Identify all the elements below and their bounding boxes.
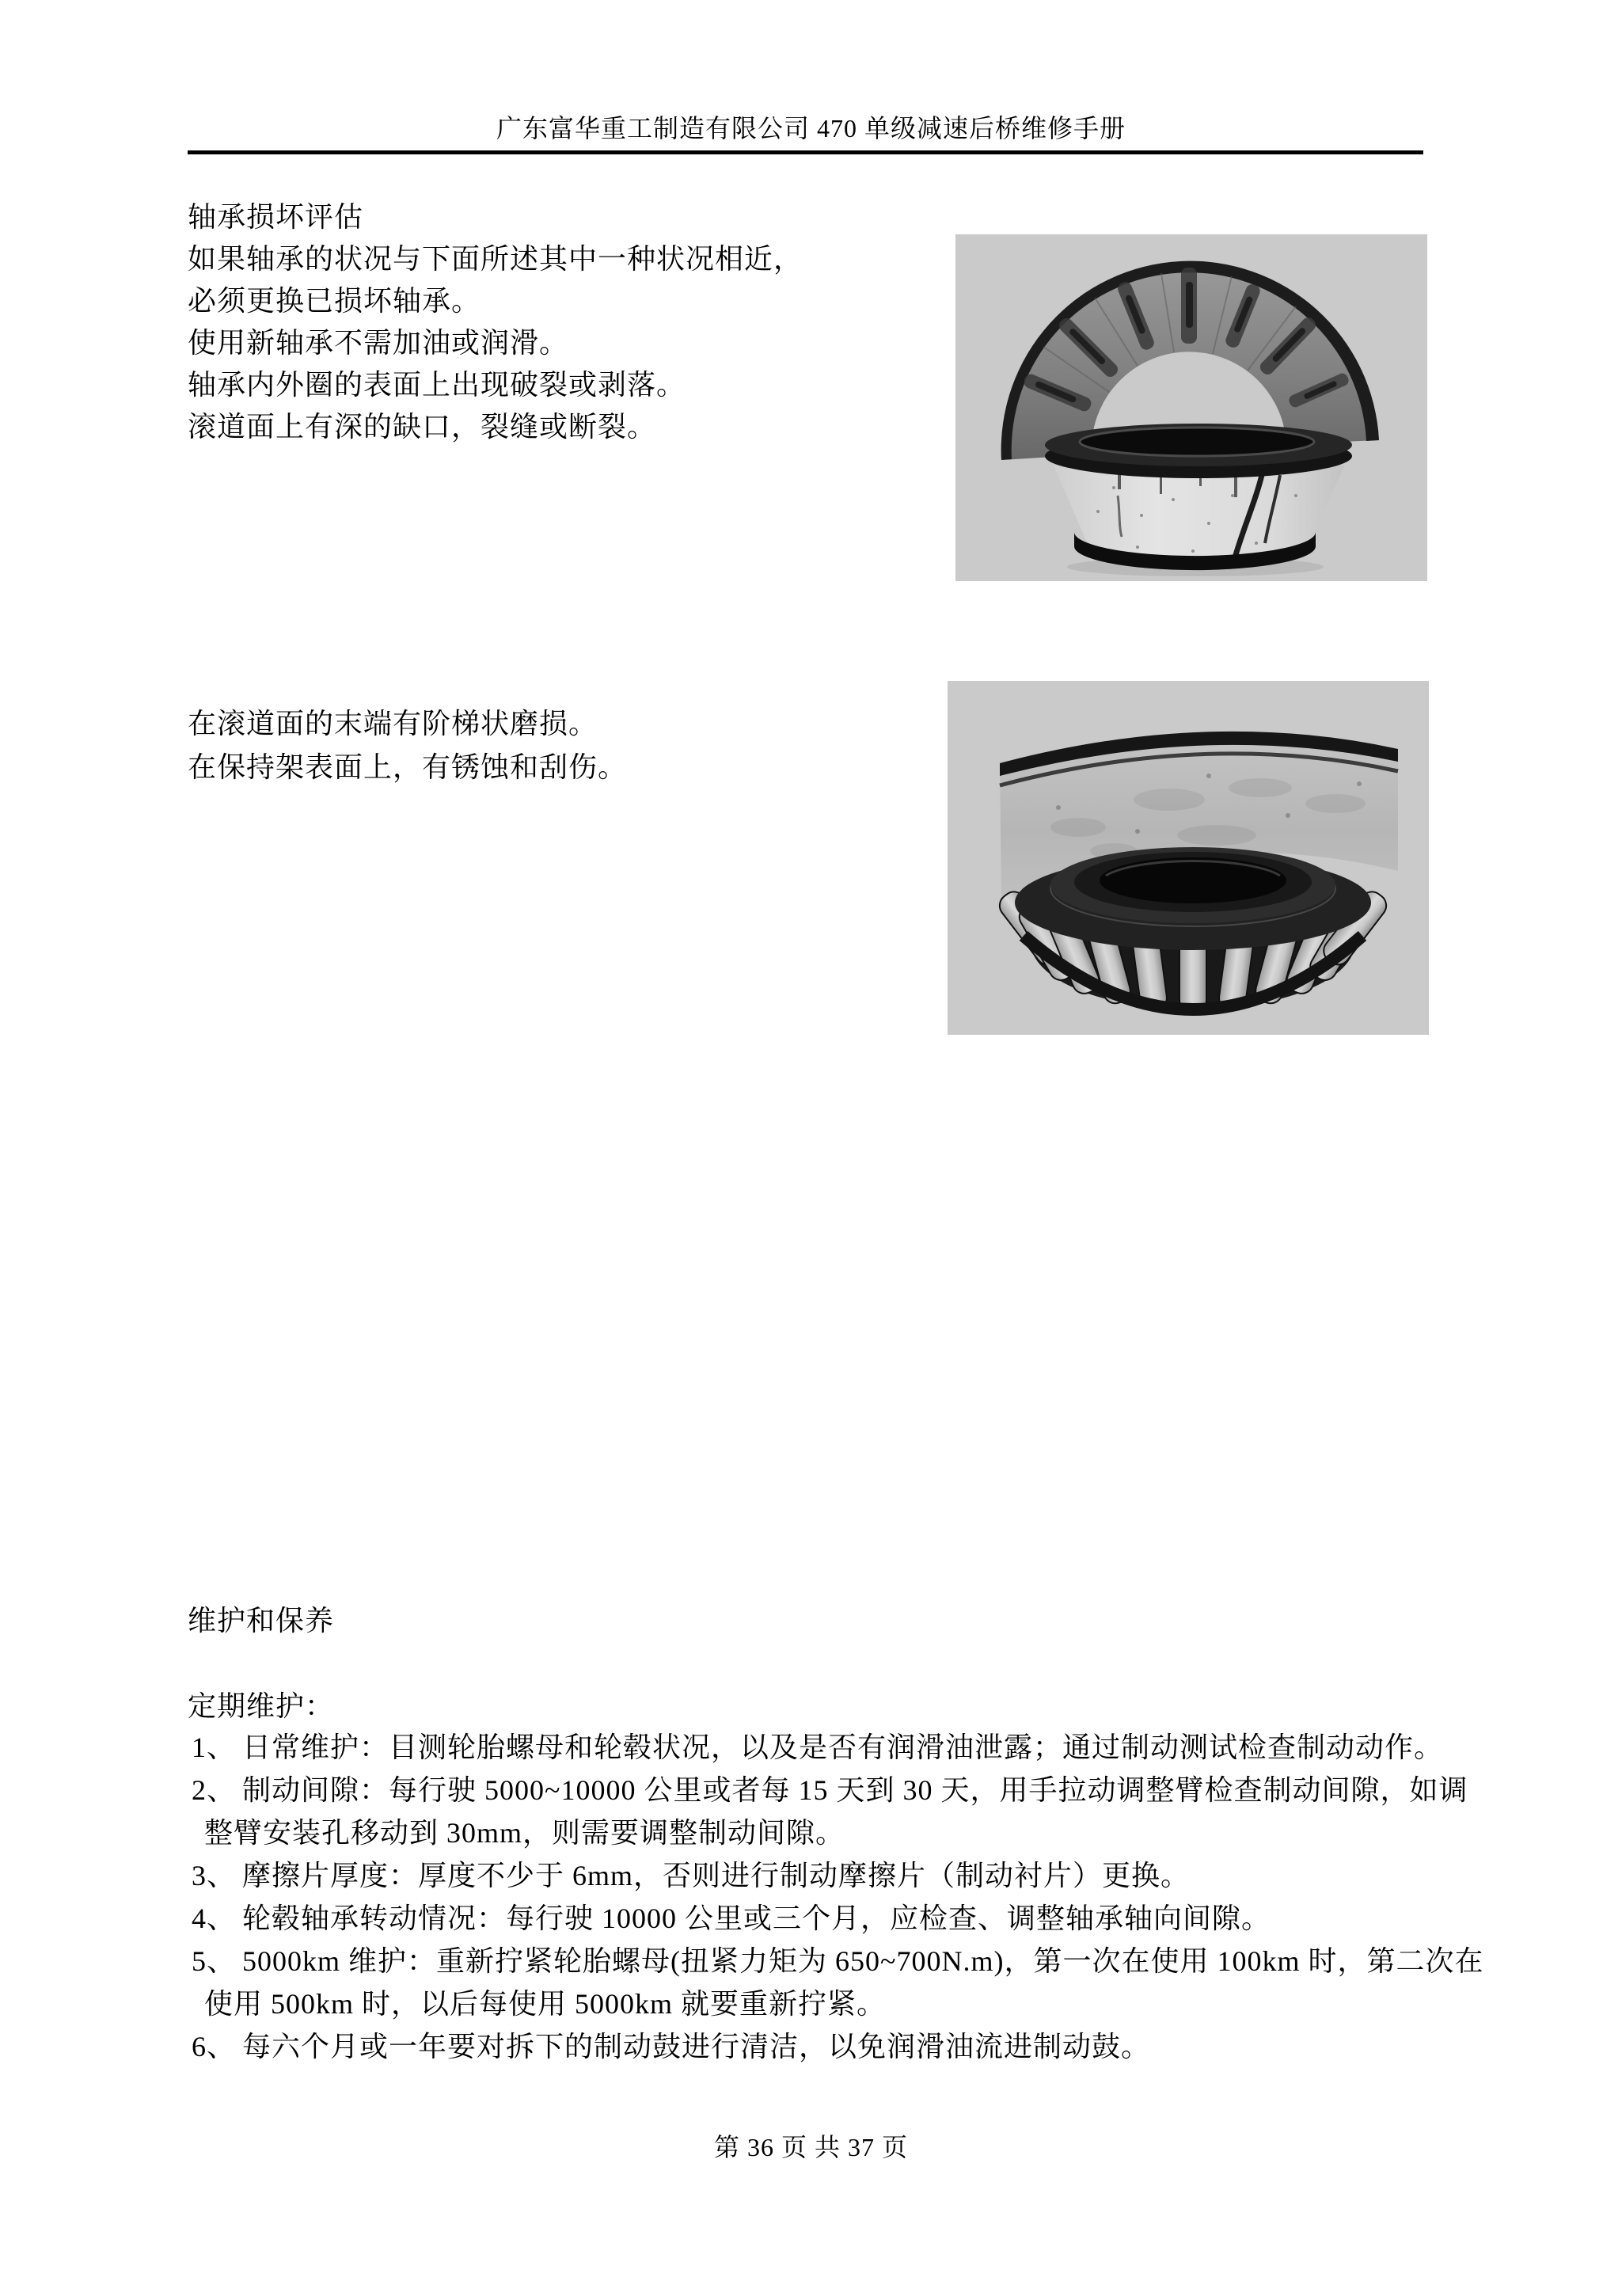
item-text: 轮毂轴承转动情况：每行驶 10000 公里或三个月，应检查、调整轴承轴向间隙。 [242,1903,1271,1934]
header-rule [188,150,1423,154]
maintenance-item-5-wrap [204,1986,886,2022]
item-text: 使用 500km 时，以后每使用 5000km 就要重新拧紧。 [204,1988,887,2020]
figure-roller-bearing-photo [948,681,1429,1035]
bearing-damage-line: 滚道面上有深的缺口，裂缝或断裂。 [188,411,657,443]
item-number: 6、 [192,2031,237,2062]
damaged-bearing-race-and-cone-photo [955,234,1427,581]
bearing-damage-line: 必须更换已损坏轴承。 [188,285,481,317]
maintenance-heading: 维护和保养 [188,1605,335,1636]
maintenance-item-3 [192,1858,1190,1894]
item-text: 制动间隙：每行驶 5000~10000 公里或者每 15 天到 30 天，用手拉动调整臂检查制动间隙，如调 [242,1774,1468,1806]
bearing-damage-line: 在保持架表面上，有锈蚀和刮伤。 [188,751,628,783]
item-text: 日常维护：目测轮胎螺母和轮毂状况，以及是否有润滑油泄露；通过制动测试检查制动动作。 [242,1732,1444,1763]
page-number-footer: 第 36 页 共 37 页 [713,2133,908,2161]
item-number: 4、 [192,1903,237,1934]
page-header-title: 广东富华重工制造有限公司 470 单级减速后桥维修手册 [496,114,1126,143]
maintenance-item-4 [192,1901,1271,1937]
item-number: 2、 [192,1774,237,1806]
maintenance-item-1 [192,1730,1443,1766]
maintenance-item-2 [192,1773,1468,1808]
item-text: 5000km 维护：重新拧紧轮胎螺母(扭紧力矩为 650~700N.m)，第一次在使用 100km 时，第二次在 [242,1945,1484,1977]
bearing-damage-line: 在滚道面的末端有阶梯状磨损。 [188,708,598,739]
maintenance-item-2-wrap [204,1815,845,1851]
bearing-damage-line: 如果轴承的状况与下面所述其中一种状况相近， [188,243,803,275]
bearing-race-and-tapered-roller-cone-photo [948,681,1429,1035]
item-text: 每六个月或一年要对拆下的制动鼓进行清洁，以免润滑油流进制动鼓。 [242,2031,1151,2062]
item-number: 5、 [192,1945,237,1977]
bearing-damage-line: 使用新轴承不需加油或润滑。 [188,327,569,359]
maintenance-subheading: 定期维护： [188,1690,335,1722]
item-number: 1、 [192,1732,237,1763]
bearing-damage-heading: 轴承损坏评估 [188,201,364,233]
bearing-damage-line: 轴承内外圈的表面上出现破裂或剥落。 [188,369,686,401]
item-text: 摩擦片厚度：厚度不少于 6mm，否则进行制动摩擦片（制动衬片）更换。 [242,1860,1191,1891]
item-number: 3、 [192,1860,237,1891]
maintenance-item-6 [192,2029,1150,2065]
figure-damaged-bearing-photo [955,234,1427,581]
maintenance-item-5 [192,1944,1483,1979]
item-text: 整臂安装孔移动到 30mm，则需要调整制动间隙。 [204,1817,845,1849]
